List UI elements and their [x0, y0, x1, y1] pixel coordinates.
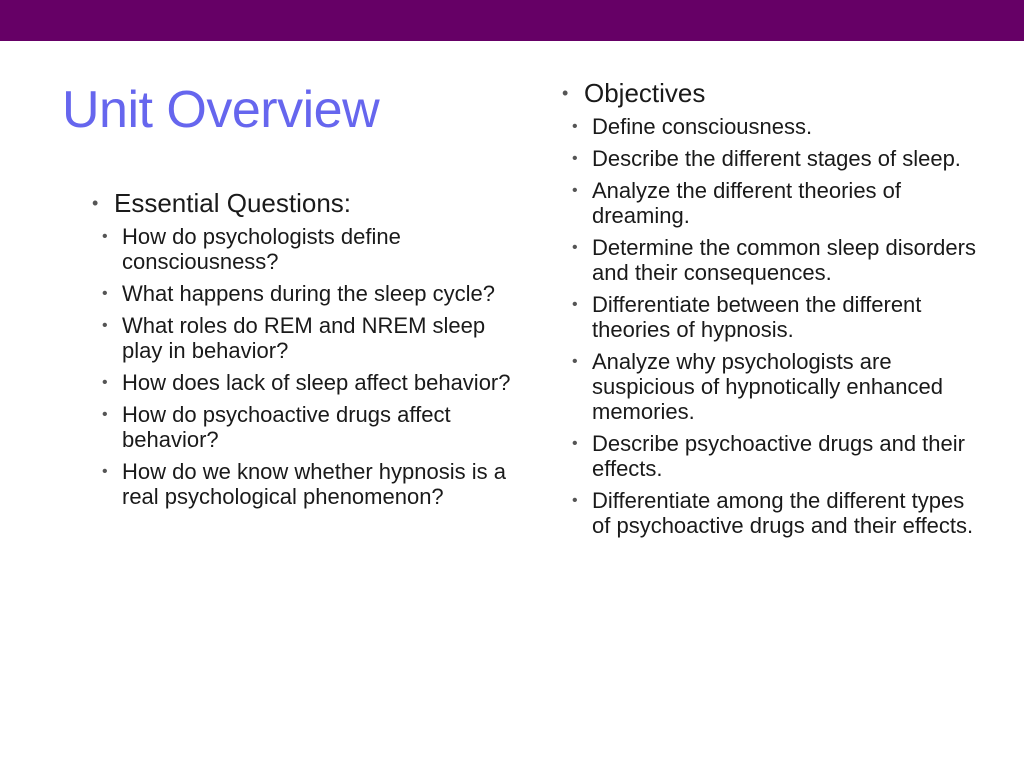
- bullet-icon: •: [102, 228, 108, 245]
- bullet-icon: •: [102, 406, 108, 423]
- essential-questions-list: [92, 224, 512, 509]
- bullet-icon: •: [102, 463, 108, 480]
- list-item: • Differentiate between the different theories of hypnosis.: [572, 292, 922, 342]
- list-item: • Determine the common sleep disorders and their consequences.: [572, 235, 976, 285]
- bullet-icon: •: [572, 353, 578, 370]
- bullet-icon: •: [102, 317, 108, 334]
- bullet-icon: •: [572, 296, 578, 313]
- list-item: • Describe the different stages of sleep.: [572, 146, 961, 171]
- list-item: • Define consciousness.: [572, 114, 813, 139]
- list-item: • Analyze why psychologists are suspicious of hypnotically enhanced memories.: [572, 349, 944, 424]
- bullet-icon: •: [562, 83, 569, 103]
- list-item: • How does lack of sleep affect behavior?: [102, 370, 511, 395]
- list-item: • How do psychoactive drugs affect behavior?: [102, 402, 451, 452]
- bullet-icon: •: [102, 285, 108, 302]
- list-item: • What happens during the sleep cycle?: [102, 281, 496, 306]
- bullet-icon: •: [572, 435, 578, 452]
- list-item: • Describe psychoactive drugs and their effects.: [572, 431, 965, 481]
- essential-questions-column: [92, 188, 512, 516]
- objectives-list: [562, 114, 982, 538]
- list-item: • How do psychologists define consciousness?: [102, 224, 401, 274]
- essential-questions-heading: • Essential Questions:: [92, 188, 352, 218]
- top-bar: [0, 0, 1024, 41]
- bullet-icon: •: [572, 182, 578, 199]
- bullet-icon: •: [572, 239, 578, 256]
- list-item: • Analyze the different theories of dreaming.: [572, 178, 902, 228]
- bullet-icon: •: [102, 374, 108, 391]
- list-item: • What roles do REM and NREM sleep play in behavior?: [102, 313, 486, 363]
- bullet-icon: •: [572, 492, 578, 509]
- objectives-heading: • Objectives: [562, 78, 706, 108]
- bullet-icon: •: [572, 118, 578, 135]
- list-item: • Differentiate among the different types of psychoactive drugs and their effects.: [572, 488, 974, 538]
- list-item: • How do we know whether hypnosis is a real psychological phenomenon?: [102, 459, 506, 509]
- bullet-icon: •: [92, 193, 99, 213]
- objectives-column: [562, 78, 982, 545]
- slide-title: Unit Overview: [62, 81, 380, 139]
- bullet-icon: •: [572, 150, 578, 167]
